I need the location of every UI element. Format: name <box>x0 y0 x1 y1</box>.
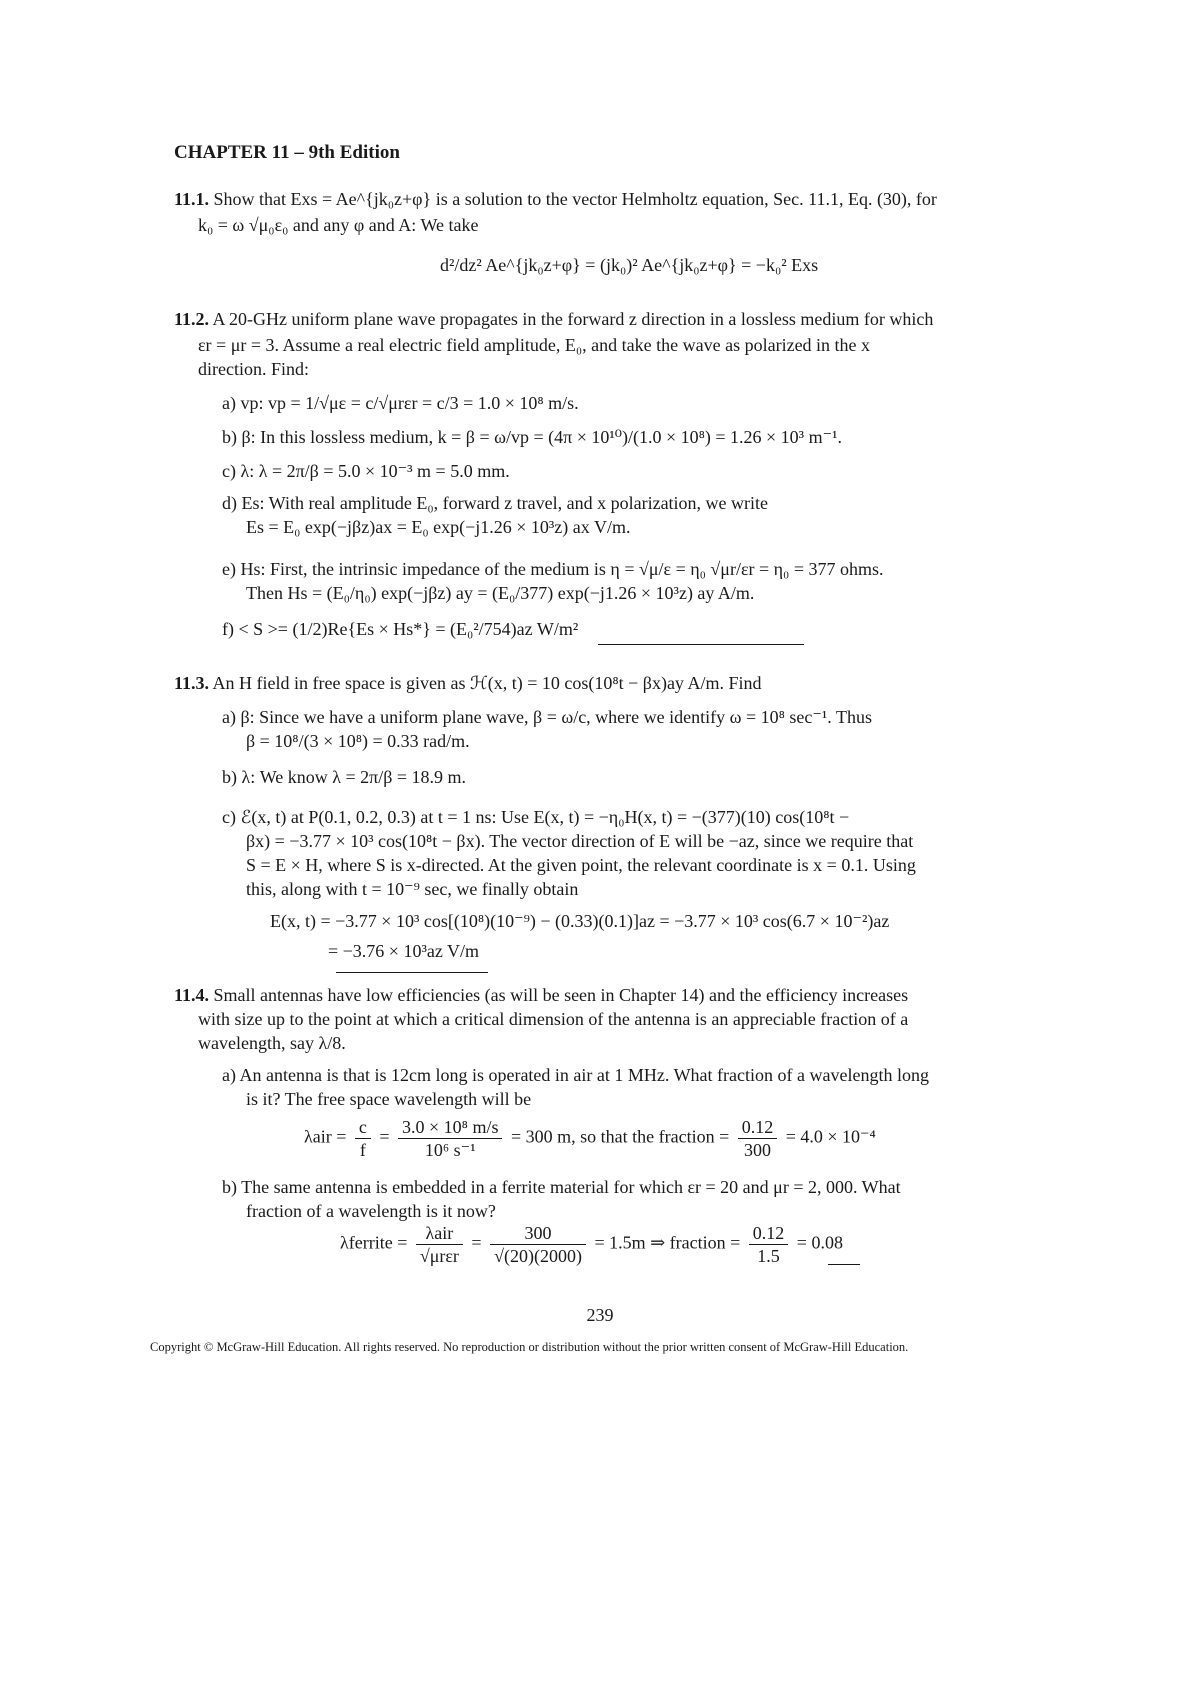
fraction <box>738 1116 778 1161</box>
answer-underline <box>598 644 804 645</box>
problem-11-4-line2: with size up to the point at which a critical dimension of the antenna is an appreciable fraction of a <box>198 1009 909 1029</box>
equation-11-4-b <box>340 1222 843 1267</box>
problem-11-1 <box>174 186 1064 212</box>
fraction-numerator: 0.12 <box>738 1116 778 1139</box>
eq-result: = 4.0 × 10⁻⁴ <box>785 1126 876 1147</box>
problem-number: 11.2. <box>174 309 210 329</box>
fraction-denominator: 300 <box>743 1140 771 1160</box>
eq-lhs: λair = <box>304 1126 347 1147</box>
equals-sign: = <box>379 1126 390 1147</box>
part-11-3-c-line4: this, along with t = 10⁻⁹ sec, we finally obtain <box>246 879 579 899</box>
part-11-2-f: f) < S >= (1/2)Re{Es × Hs*} = (E₀²/754)az W/m² <box>222 619 579 639</box>
part-11-3-c-line2: βx) = −3.77 × 10³ cos(10⁸t − βx). The vector direction of E will be −az, since we require that <box>246 831 914 851</box>
eq-lhs: λferrite = <box>340 1232 408 1253</box>
fraction-numerator: 300 <box>490 1222 586 1245</box>
fraction-numerator: λair <box>416 1222 463 1245</box>
part-11-2-d-line2: Es = E₀ exp(−jβz)ax = E₀ exp(−j1.26 × 10³z) ax V/m. <box>246 517 631 537</box>
fraction-denominator: 10⁶ s⁻¹ <box>424 1140 476 1160</box>
page-number: 239 <box>586 1305 614 1325</box>
problem-number: 11.3. <box>174 673 210 693</box>
part-11-2-b: b) β: In this lossless medium, k = β = ω/vp = (4π × 10¹⁰)/(1.0 × 10⁸) = 1.26 × 10³ m⁻¹. <box>222 427 842 447</box>
part-11-4-a-line2: is it? The free space wavelength will be <box>246 1089 532 1109</box>
equation-11-4-a <box>304 1116 876 1161</box>
part-11-2-c: c) λ: λ = 2π/β = 5.0 × 10⁻³ m = 5.0 mm. <box>222 461 510 481</box>
fraction <box>490 1222 586 1267</box>
eq-result: = 0.08 <box>796 1232 843 1253</box>
answer-underline <box>336 972 488 973</box>
equation-11-3-c-1: E(x, t) = −3.77 × 10³ cos[(10⁸)(10⁻⁹) − (0.33)(0.1)]az = −3.77 × 10³ cos(6.7 × 10⁻²)az <box>270 911 890 931</box>
fraction <box>355 1116 371 1161</box>
part-11-3-b: b) λ: We know λ = 2π/β = 18.9 m. <box>222 767 467 787</box>
fraction <box>398 1116 502 1161</box>
problem-text: A 20-GHz uniform plane wave propagates in the forward z direction in a lossless medium for which <box>212 309 934 329</box>
fraction-denominator: f <box>359 1140 366 1160</box>
part-11-4-a: a) An antenna is that is 12cm long is operated in air at 1 MHz. What fraction of a wavelength long <box>222 1065 929 1085</box>
problem-11-4 <box>174 982 1064 1008</box>
problem-11-2-line2: εr = μr = 3. Assume a real electric field amplitude, E₀, and take the wave as polarized in the x <box>198 335 871 355</box>
problem-text: Show that Exs = Ae^{jk₀z+φ} is a solution to the vector Helmholtz equation, Sec. 11.1, Eq. (30), for <box>213 189 937 209</box>
fraction <box>416 1222 463 1267</box>
fraction-numerator: 3.0 × 10⁸ m/s <box>398 1116 502 1139</box>
fraction-numerator: 0.12 <box>749 1222 789 1245</box>
problem-11-2 <box>174 306 1064 332</box>
eq-middle: = 300 m, so that the fraction = <box>510 1126 730 1147</box>
part-11-2-e-line2: Then Hs = (E₀/η₀) exp(−jβz) ay = (E₀/377) exp(−j1.26 × 10³z) ay A/m. <box>246 583 755 603</box>
chapter-title: CHAPTER 11 – 9th Edition <box>174 142 400 163</box>
part-11-2-e: e) Hs: First, the intrinsic impedance of the medium is η = √μ/ε = η₀ √μr/εr = η₀ = 377 ohms. <box>222 559 884 579</box>
part-11-2-a: a) vp: vp = 1/√με = c/√μrεr = c/3 = 1.0 × 10⁸ m/s. <box>222 393 579 413</box>
problem-text: Small antennas have low efficiencies (as will be seen in Chapter 14) and the efficiency increases <box>213 985 909 1005</box>
problem-number: 11.1. <box>174 189 210 209</box>
part-11-4-b-line2: fraction of a wavelength is it now? <box>246 1201 496 1221</box>
equals-sign: = <box>471 1232 482 1253</box>
part-11-4-b: b) The same antenna is embedded in a ferrite material for which εr = 20 and μr = 2, 000. What <box>222 1177 901 1197</box>
problem-11-1-line2: k₀ = ω √μ₀ε₀ and any φ and A: We take <box>198 215 479 235</box>
fraction-numerator: c <box>355 1116 371 1139</box>
part-11-2-d: d) Es: With real amplitude E₀, forward z travel, and x polarization, we write <box>222 493 769 513</box>
copyright-notice: Copyright © McGraw-Hill Education. All rights reserved. No reproduction or distribution without the prior written consent of McGraw-Hill Education. <box>150 1340 909 1354</box>
problem-11-4-line3: wavelength, say λ/8. <box>198 1033 346 1053</box>
problem-11-2-line3: direction. Find: <box>198 359 309 379</box>
part-11-3-c: c) ℰ(x, t) at P(0.1, 0.2, 0.3) at t = 1 ns: Use E(x, t) = −η₀H(x, t) = −(377)(10) cos(10⁸t − <box>222 807 850 827</box>
problem-text: An H field in free space is given as ℋ(x, t) = 10 cos(10⁸t − βx)ay A/m. Find <box>212 673 762 693</box>
problem-11-3 <box>174 670 1064 696</box>
fraction-denominator: √μrεr <box>419 1246 459 1266</box>
fraction <box>749 1222 789 1267</box>
answer-underline <box>828 1264 860 1265</box>
fraction-denominator: √(20)(2000) <box>494 1246 582 1266</box>
problem-number: 11.4. <box>174 985 210 1005</box>
equation-11-3-c-2: = −3.76 × 10³az V/m <box>328 941 480 961</box>
fraction-denominator: 1.5 <box>757 1246 780 1266</box>
part-11-3-a-line2: β = 10⁸/(3 × 10⁸) = 0.33 rad/m. <box>246 731 470 751</box>
part-11-3-c-line3: S = E × H, where S is x-directed. At the given point, the relevant coordinate is x = 0.1. Using <box>246 855 916 875</box>
part-11-3-a: a) β: Since we have a uniform plane wave, β = ω/c, where we identify ω = 10⁸ sec⁻¹. Thus <box>222 707 872 727</box>
equation-11-1: d²/dz² Ae^{jk₀z+φ} = (jk₀)² Ae^{jk₀z+φ} = −k₀² Exs <box>440 255 819 275</box>
eq-middle: = 1.5m ⇒ fraction = <box>594 1232 741 1253</box>
